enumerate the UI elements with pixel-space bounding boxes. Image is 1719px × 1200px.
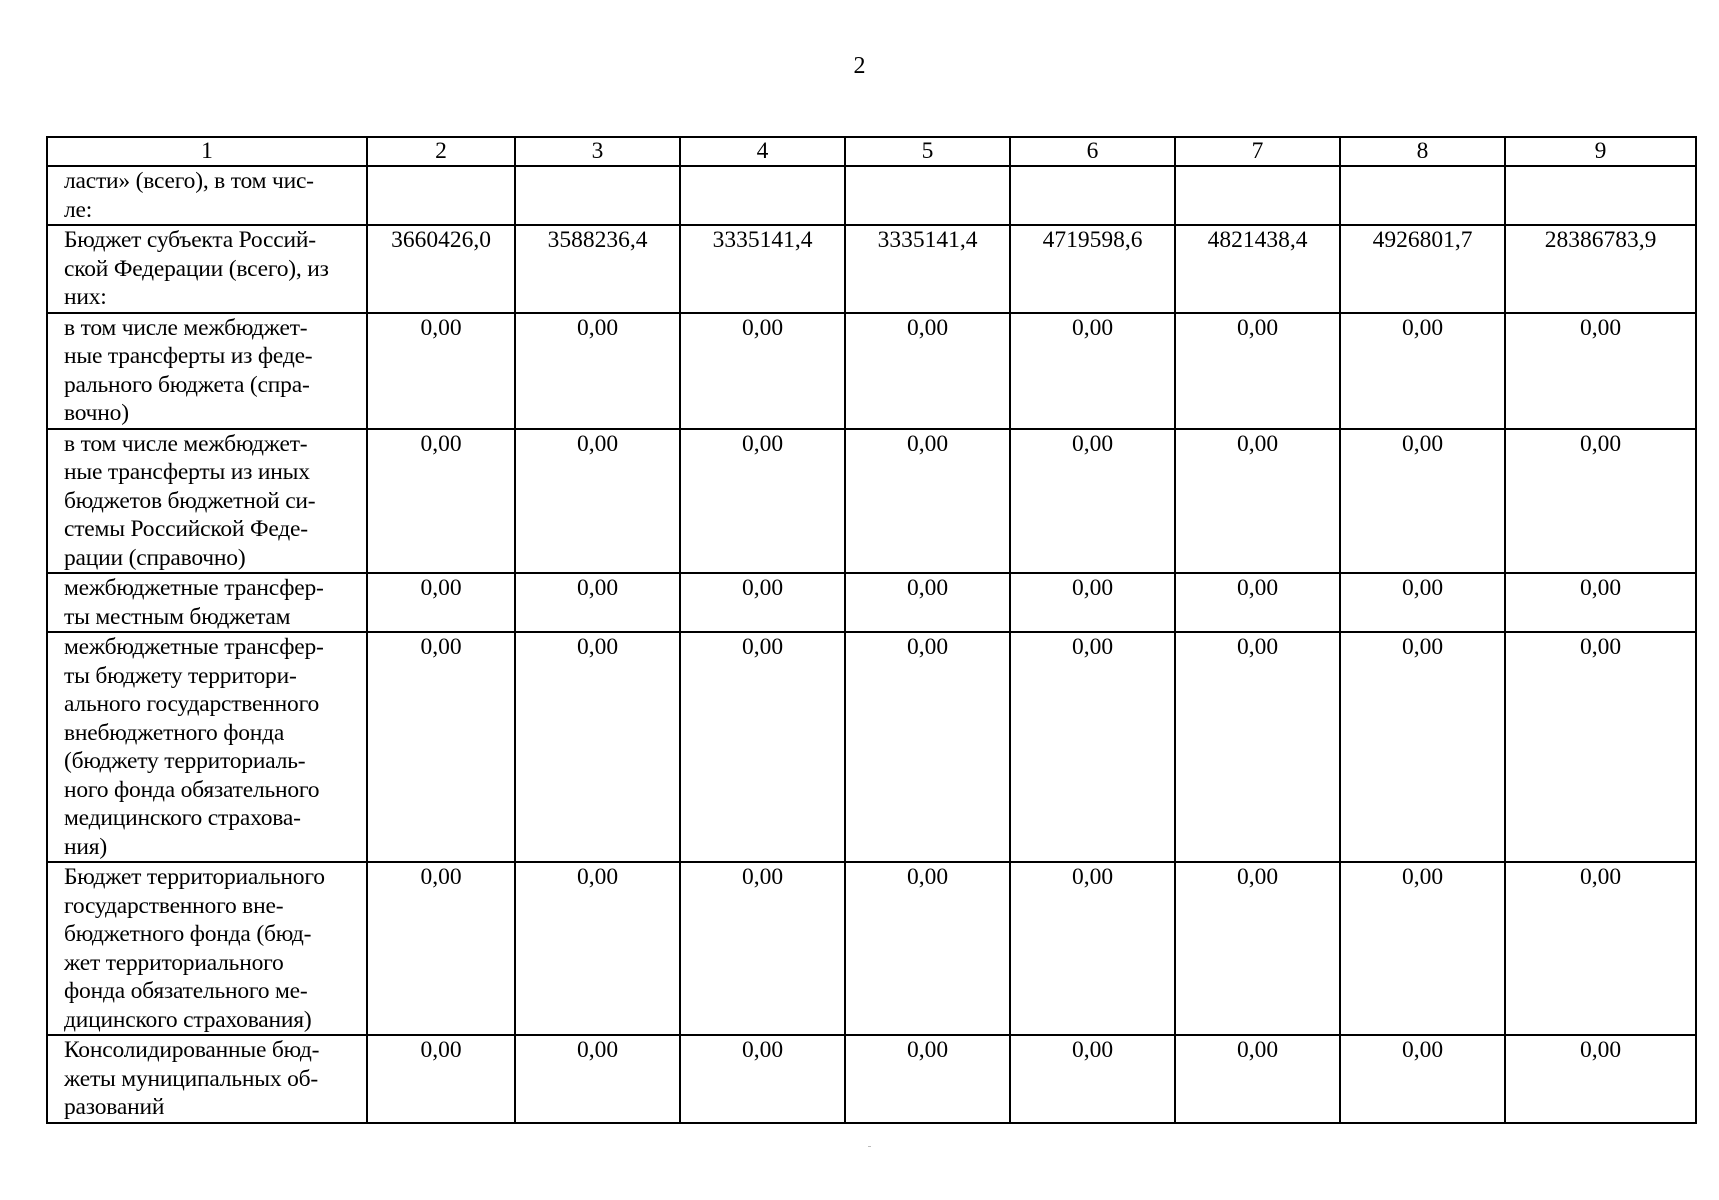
row-label-line: разований <box>64 1094 165 1120</box>
row-label-line: стемы Российской Феде- <box>64 516 308 542</box>
table-cell-value <box>1175 166 1340 225</box>
table-cell-value <box>845 166 1010 225</box>
row-label-line: рации (справочно) <box>64 544 246 571</box>
table-cell-value: 0,00 <box>1010 313 1175 429</box>
table-cell-value: 4821438,4 <box>1175 225 1340 313</box>
table-cell-value: 0,00 <box>845 1035 1010 1123</box>
table-row <box>47 429 1696 574</box>
row-label-line: ласти» (всего), в том чис- <box>64 168 314 194</box>
table-cell-value: 0,00 <box>1505 632 1696 862</box>
table-cell-value <box>1010 166 1175 225</box>
row-label-line: ные трансферты из феде- <box>64 343 313 369</box>
row-label-line: ле: <box>64 196 93 223</box>
table-row <box>47 632 1696 862</box>
table-cell-value: 0,00 <box>367 429 515 574</box>
row-label-line: ты местным бюджетам <box>64 603 291 630</box>
table-cell-value: 0,00 <box>367 862 515 1035</box>
row-label-line: фонда обязательного ме- <box>64 978 308 1004</box>
table-cell-value: 0,00 <box>1505 1035 1696 1123</box>
table-cell-value: 0,00 <box>515 632 680 862</box>
row-label-line: в том числе межбюджет- <box>64 430 308 457</box>
table-cell-value: 0,00 <box>1175 573 1340 632</box>
table-cell-value: 0,00 <box>1340 632 1505 862</box>
table-cell-value: 0,00 <box>1340 429 1505 574</box>
column-header: 1 <box>47 137 367 166</box>
scan-speck <box>868 1146 871 1147</box>
table-header-row <box>47 137 1696 166</box>
row-label-line: дицинского страхования) <box>64 1006 312 1033</box>
table-cell-value: 0,00 <box>515 1035 680 1123</box>
row-label-line: Бюджет территориального <box>64 864 325 890</box>
table-cell-value: 28386783,9 <box>1505 225 1696 313</box>
table-cell-value: 0,00 <box>515 313 680 429</box>
budget-table <box>46 136 1697 1124</box>
row-label-line: рального бюджета (спра- <box>64 371 310 398</box>
table-row <box>47 1035 1696 1123</box>
table-cell-value: 0,00 <box>1175 862 1340 1035</box>
row-label-line: ные трансферты из иных <box>64 459 310 485</box>
row-label-line: жеты муниципальных об- <box>64 1065 318 1092</box>
row-label-line: жет территориального <box>64 949 284 976</box>
table-cell-value: 4926801,7 <box>1340 225 1505 313</box>
table-cell-value: 3335141,4 <box>845 225 1010 313</box>
table-cell-value: 0,00 <box>1010 429 1175 574</box>
row-label-line: ния) <box>64 833 107 860</box>
table-cell-value: 0,00 <box>1505 429 1696 574</box>
table-cell-value: 0,00 <box>680 313 845 429</box>
table-cell-value: 0,00 <box>1505 573 1696 632</box>
table-cell-value: 0,00 <box>845 429 1010 574</box>
table-body <box>47 166 1696 1123</box>
row-label-line: межбюджетные трансфер- <box>64 575 324 601</box>
column-header: 9 <box>1505 137 1696 166</box>
column-header: 7 <box>1175 137 1340 166</box>
table-row <box>47 313 1696 429</box>
table-cell-value: 0,00 <box>367 632 515 862</box>
column-header: 2 <box>367 137 515 166</box>
table-cell-value: 3588236,4 <box>515 225 680 313</box>
table-cell-value <box>1505 166 1696 225</box>
row-label-line: Консолидированные бюд- <box>64 1037 320 1063</box>
table-cell-value: 0,00 <box>1175 313 1340 429</box>
column-header: 6 <box>1010 137 1175 166</box>
table-cell-value: 0,00 <box>515 862 680 1035</box>
row-label-line: ты бюджету территори- <box>64 662 297 689</box>
table-cell-value: 0,00 <box>1505 313 1696 429</box>
row-label-line: ного фонда обязательного <box>64 776 320 803</box>
row-label <box>47 1035 367 1123</box>
table-cell-value: 0,00 <box>1010 1035 1175 1123</box>
row-label-line: ального государственного <box>64 691 319 717</box>
table-cell-value: 0,00 <box>1340 573 1505 632</box>
table-cell-value: 4719598,6 <box>1010 225 1175 313</box>
row-label-line: бюджетного фонда (бюд- <box>64 921 312 947</box>
row-label-line: Бюджет субъекта Россий- <box>64 227 316 253</box>
row-label <box>47 429 367 574</box>
page-number: 2 <box>853 53 866 79</box>
row-label-line: вочно) <box>64 400 129 426</box>
table-row <box>47 166 1696 225</box>
table-cell-value: 0,00 <box>680 862 845 1035</box>
row-label <box>47 573 367 632</box>
table-cell-value: 0,00 <box>845 632 1010 862</box>
row-label-line: ской Федерации (всего), из <box>64 255 329 282</box>
table-cell-value: 0,00 <box>845 862 1010 1035</box>
row-label <box>47 166 367 225</box>
table-cell-value: 0,00 <box>1175 429 1340 574</box>
column-header: 3 <box>515 137 680 166</box>
table-cell-value: 0,00 <box>1340 862 1505 1035</box>
row-label-line: медицинского страхова- <box>64 805 301 831</box>
row-label <box>47 862 367 1035</box>
table-cell-value: 0,00 <box>367 1035 515 1123</box>
table-cell-value: 3335141,4 <box>680 225 845 313</box>
table-cell-value: 0,00 <box>367 313 515 429</box>
table-row <box>47 862 1696 1035</box>
row-label <box>47 313 367 429</box>
table-row <box>47 225 1696 313</box>
column-header: 8 <box>1340 137 1505 166</box>
table-row <box>47 573 1696 632</box>
table-cell-value: 3660426,0 <box>367 225 515 313</box>
row-label <box>47 225 367 313</box>
table-cell-value <box>515 166 680 225</box>
row-label-line: межбюджетные трансфер- <box>64 634 324 660</box>
table-cell-value: 0,00 <box>845 313 1010 429</box>
table-cell-value: 0,00 <box>1505 862 1696 1035</box>
row-label-line: в том числе межбюджет- <box>64 314 308 341</box>
table-cell-value: 0,00 <box>1175 1035 1340 1123</box>
row-label-line: бюджетов бюджетной си- <box>64 487 316 514</box>
table-cell-value <box>680 166 845 225</box>
table-cell-value <box>367 166 515 225</box>
row-label-line: них: <box>64 284 107 310</box>
column-header: 4 <box>680 137 845 166</box>
table-cell-value: 0,00 <box>367 573 515 632</box>
row-label-line: (бюджету территориаль- <box>64 748 306 774</box>
table-cell-value: 0,00 <box>515 573 680 632</box>
table-cell-value: 0,00 <box>680 632 845 862</box>
table-cell-value: 0,00 <box>680 573 845 632</box>
table-cell-value: 0,00 <box>845 573 1010 632</box>
table-cell-value: 0,00 <box>1010 573 1175 632</box>
table-cell-value: 0,00 <box>1340 1035 1505 1123</box>
table-cell-value: 0,00 <box>1340 313 1505 429</box>
table-cell-value: 0,00 <box>680 1035 845 1123</box>
row-label-line: внебюджетного фонда <box>64 719 285 746</box>
row-label <box>47 632 367 862</box>
table-cell-value: 0,00 <box>1010 632 1175 862</box>
table-cell-value: 0,00 <box>515 429 680 574</box>
table-cell-value <box>1340 166 1505 225</box>
table-cell-value: 0,00 <box>1010 862 1175 1035</box>
row-label-line: государственного вне- <box>64 892 284 919</box>
table-cell-value: 0,00 <box>680 429 845 574</box>
column-header: 5 <box>845 137 1010 166</box>
table-cell-value: 0,00 <box>1175 632 1340 862</box>
